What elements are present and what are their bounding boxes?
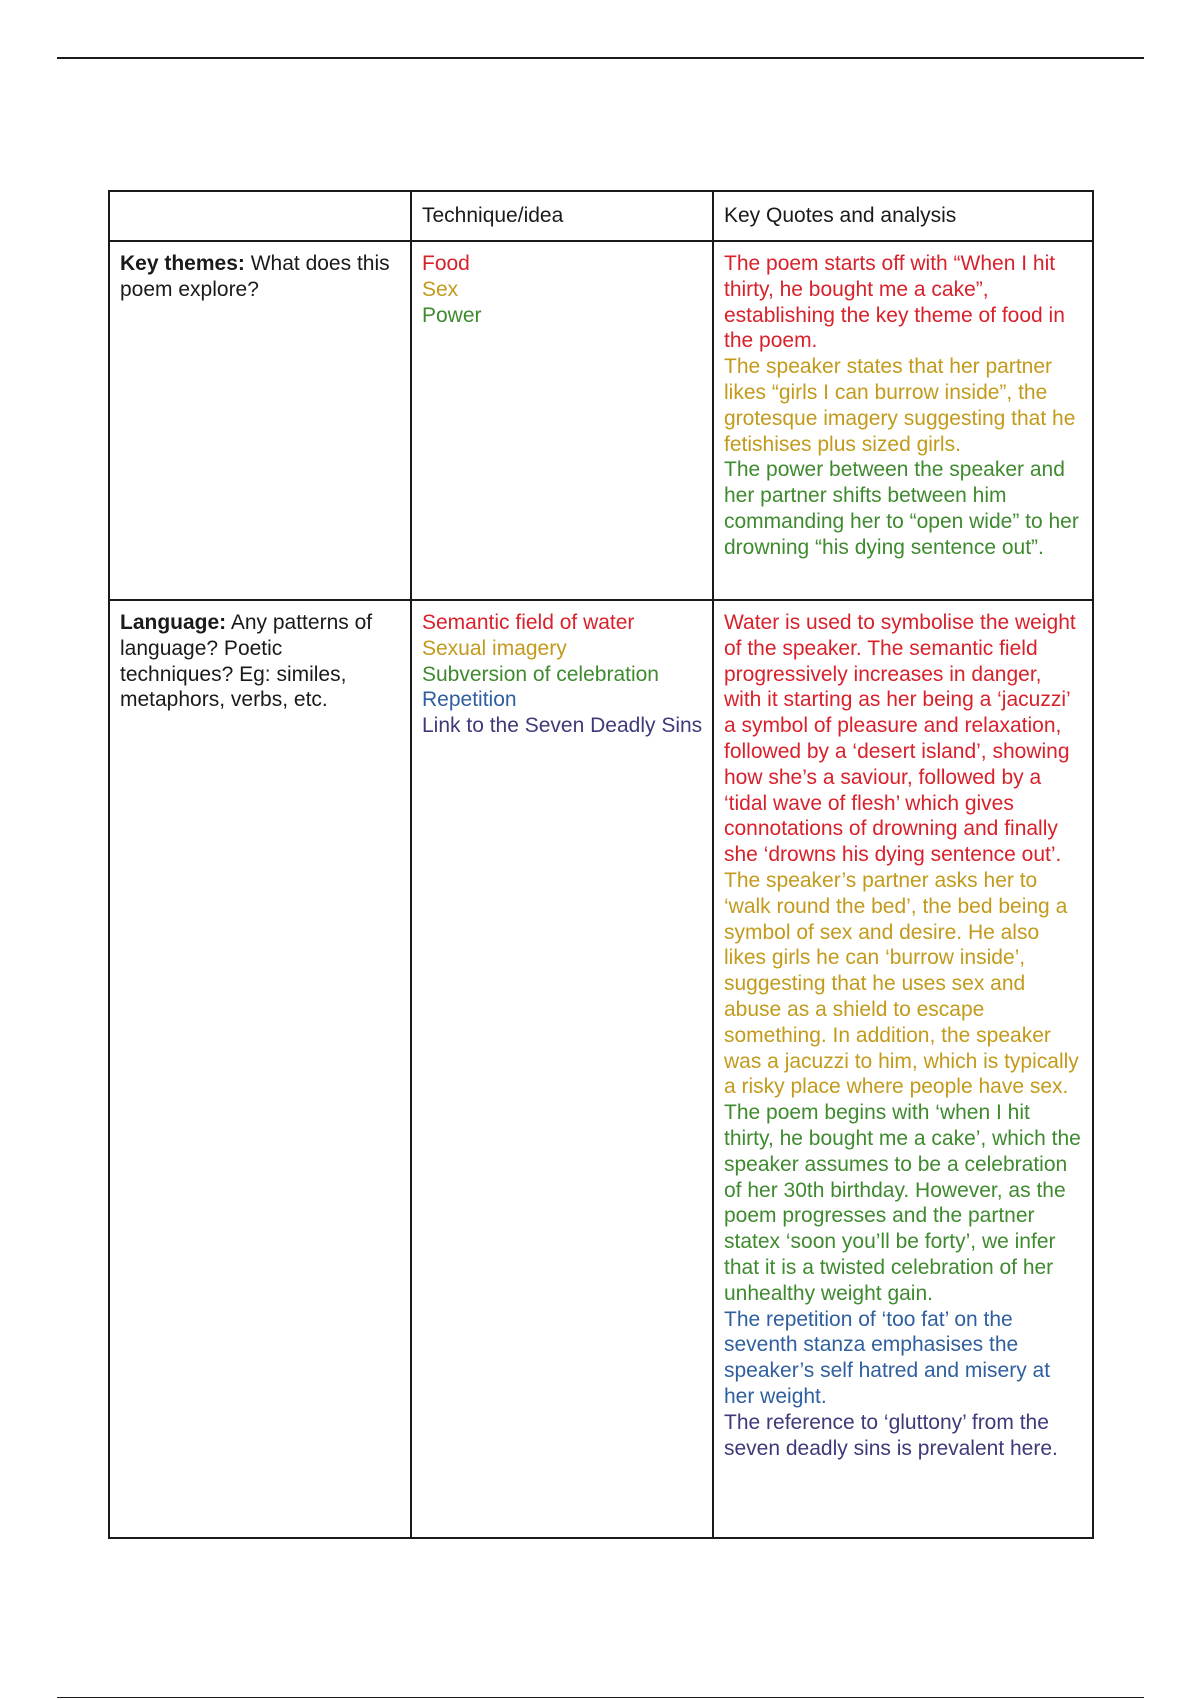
row-label-text: What does this poem explore? — [120, 252, 390, 301]
poem-analysis-table — [108, 190, 1094, 1539]
header-cell-quotes: Key Quotes and analysis — [713, 191, 1093, 241]
table-row — [109, 600, 1093, 1538]
technique-item: Subversion of celebration — [422, 662, 659, 686]
analysis-paragraph: The repetition of ‘too fat’ on the seventh stanza emphasises the speaker’s self hatred and misery at her weight. — [724, 1307, 1051, 1408]
analysis-paragraph: The power between the speaker and her partner shifts between him commanding her to “open wide” to her drowning “his dying sentence out”. — [724, 458, 1079, 559]
analysis-paragraph: The speaker states that her partner likes “girls I can burrow inside”, the grotesque imagery suggesting that he fetishises plus sized girls. — [724, 355, 1076, 456]
technique-item: Link to the Seven Deadly Sins — [422, 714, 703, 738]
header-rule — [57, 57, 1144, 59]
row-label-language — [109, 600, 411, 1538]
technique-item: Sexual imagery — [422, 636, 567, 660]
row-label-key-themes — [109, 241, 411, 600]
analysis-cell — [713, 600, 1093, 1538]
technique-item: Food — [422, 252, 470, 275]
row-label-text: Any patterns of language? Poetic techniques? Eg: similes, metaphors, verbs, etc. — [120, 611, 373, 712]
footer-rule — [57, 1697, 1144, 1698]
table-row — [109, 241, 1093, 600]
analysis-cell — [713, 241, 1093, 600]
analysis-paragraph: The poem begins with ‘when I hit thirty, he bought me a cake’, which the speaker assumes to be a celebration of her 30th birthday. However, as the poem progresses and the partner statex ‘soon you’ll be forty’, we infer that it is a twisted celebration of her unhealthy weight gain. — [724, 1101, 1081, 1305]
technique-item: Power — [422, 303, 482, 327]
technique-item: Repetition — [422, 688, 517, 712]
analysis-paragraph: The poem starts off with “When I hit thirty, he bought me a cake”, establishing the key theme of food in the poem. — [724, 252, 1065, 353]
analysis-paragraph: Water is used to symbolise the weight of the speaker. The semantic field progressively increases in danger, with it starting as her being a ‘jacuzzi’ a symbol of pleasure and relaxation, followed by a ‘desert island’, showing how she’s a saviour, followed by a ‘tidal wave of flesh’ which gives connotations of drowning and finally she ‘drowns his dying sentence out’. — [724, 611, 1076, 867]
technique-item: Sex — [422, 277, 459, 301]
header-cell-technique: Technique/idea — [411, 191, 713, 241]
technique-list — [411, 241, 713, 600]
row-label-bold: Key themes: — [120, 252, 245, 275]
technique-item: Semantic field of water — [422, 611, 635, 634]
row-label-bold: Language: — [120, 611, 227, 634]
analysis-paragraph: The reference to ‘gluttony’ from the seven deadly sins is prevalent here. — [724, 1410, 1058, 1460]
header-cell-empty — [109, 191, 411, 241]
table-header-row — [109, 191, 1093, 241]
technique-list — [411, 600, 713, 1538]
analysis-paragraph: The speaker’s partner asks her to ‘walk round the bed’, the bed being a symbol of sex and desire. He also likes girls he can ‘burrow inside’, suggesting that he uses sex and abuse as a shield to escape something. In addition, the speaker was a jacuzzi to him, which is typically a risky place where people have sex. — [724, 868, 1079, 1099]
